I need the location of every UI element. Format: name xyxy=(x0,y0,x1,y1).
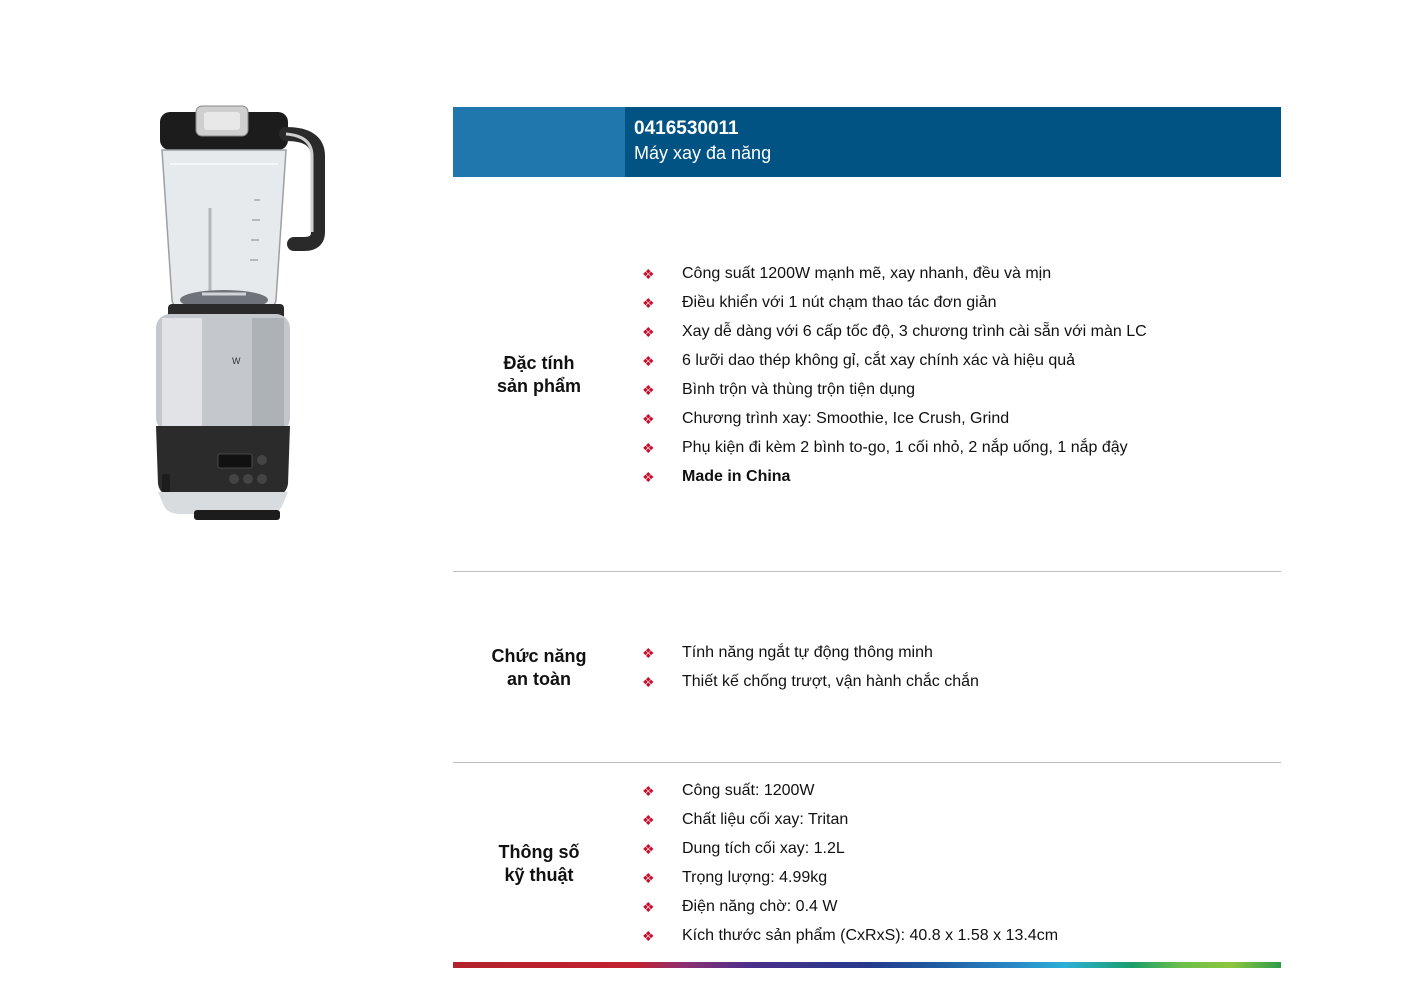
header-accent-block xyxy=(453,107,625,177)
list-item: ❖ Kích thước sản phẩm (CxRxS): 40.8 x 1.58 x 13.4cm xyxy=(642,927,1059,944)
bullet-diamond-icon: ❖ xyxy=(642,411,655,427)
section-label-specs: Thông số kỹ thuật xyxy=(498,842,580,885)
list-item: ❖ Bình trộn và thùng trộn tiện dụng xyxy=(642,381,916,398)
bullet-diamond-icon: ❖ xyxy=(642,382,655,398)
list-item: ❖ Dung tích cối xay: 1.2L xyxy=(642,840,845,857)
list-item: ❖ Made in China xyxy=(642,468,791,485)
bullet-diamond-icon: ❖ xyxy=(642,928,655,944)
list-item: ❖ 6 lưỡi dao thép không gỉ, cắt xay chính xác và hiệu quả xyxy=(642,352,1076,369)
bullet-diamond-icon: ❖ xyxy=(642,783,655,799)
list-item: ❖ Phụ kiện đi kèm 2 bình to-go, 1 cối nhỏ, 2 nắp uống, 1 nắp đậy xyxy=(642,439,1128,456)
model-code: 0416530011 xyxy=(634,118,739,139)
specs-list xyxy=(640,781,1058,955)
list-item: ❖ Chất liệu cối xay: Tritan xyxy=(642,811,849,828)
svg-text:W: W xyxy=(232,356,241,366)
bullet-diamond-icon: ❖ xyxy=(642,353,655,369)
list-item: ❖ Xay dễ dàng với 6 cấp tốc độ, 3 chương trình cài sẵn với màn LC xyxy=(642,323,1147,340)
section-divider xyxy=(453,762,1281,763)
safety-list xyxy=(640,643,979,701)
list-item: ❖ Trọng lượng: 4.99kg xyxy=(642,869,828,886)
blender-product-image xyxy=(148,104,328,524)
section-label-safety: Chức năng an toàn xyxy=(491,646,587,689)
list-item: ❖ Chương trình xay: Smoothie, Ice Crush, Grind xyxy=(642,410,1010,427)
bullet-diamond-icon: ❖ xyxy=(642,295,655,311)
bullet-diamond-icon: ❖ xyxy=(642,841,655,857)
bullet-diamond-icon: ❖ xyxy=(642,266,655,282)
features-list xyxy=(640,264,1147,496)
list-item: ❖ Công suất 1200W mạnh mẽ, xay nhanh, đều và mịn xyxy=(642,265,1052,282)
bullet-diamond-icon: ❖ xyxy=(642,674,655,690)
bullet-diamond-icon: ❖ xyxy=(642,324,655,340)
bullet-diamond-icon: ❖ xyxy=(642,440,655,456)
list-item: ❖ Điều khiển với 1 nút chạm thao tác đơn giản xyxy=(642,294,997,311)
section-label-features: Đặc tính sản phẩm xyxy=(496,353,582,396)
bullet-diamond-icon: ❖ xyxy=(642,870,655,886)
list-item: ❖ Công suất: 1200W xyxy=(642,782,815,799)
product-name: Máy xay đa năng xyxy=(634,143,772,163)
footer-color-bar xyxy=(453,962,1281,968)
bullet-diamond-icon: ❖ xyxy=(642,899,655,915)
bullet-diamond-icon: ❖ xyxy=(642,469,655,485)
list-item: ❖ Điện năng chờ: 0.4 W xyxy=(642,898,838,915)
bullet-diamond-icon: ❖ xyxy=(642,645,655,661)
section-divider xyxy=(453,571,1281,572)
bullet-diamond-icon: ❖ xyxy=(642,812,655,828)
list-item: ❖ Tính năng ngắt tự động thông minh xyxy=(642,644,933,661)
list-item: ❖ Thiết kế chống trượt, vận hành chắc chắn xyxy=(642,673,979,690)
